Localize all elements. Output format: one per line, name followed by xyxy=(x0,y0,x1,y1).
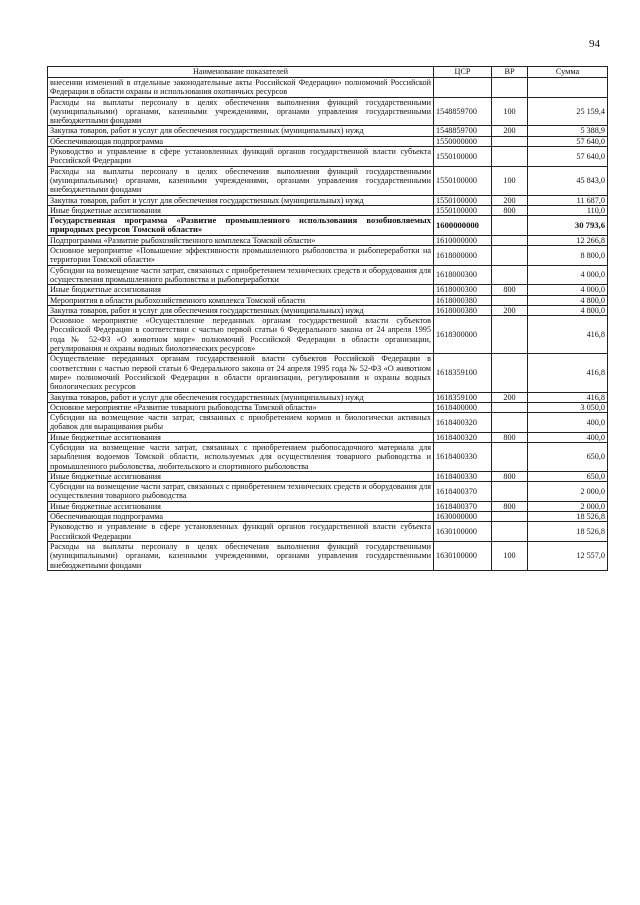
cell-name: Иные бюджетные ассигнования xyxy=(48,471,434,481)
cell-vr xyxy=(492,442,528,471)
cell-csr: 1550100000 xyxy=(434,195,492,205)
cell-name: Иные бюджетные ассигнования xyxy=(48,205,434,215)
cell-csr: 1618400000 xyxy=(434,402,492,412)
cell-vr xyxy=(492,413,528,433)
cell-sum xyxy=(528,78,608,98)
cell-name: Закупка товаров, работ и услуг для обеспечения государственных (муниципальных) нужд xyxy=(48,305,434,315)
cell-sum: 57 640,0 xyxy=(528,147,608,167)
cell-sum: 5 388,9 xyxy=(528,126,608,136)
cell-name: Субсидии на возмещение части затрат, связанных с приобретением кормов и биологически активных добавок для выращивания рыбы xyxy=(48,413,434,433)
cell-csr: 1618400330 xyxy=(434,442,492,471)
table-row xyxy=(48,316,608,354)
cell-name: Мероприятия в области рыбохозяйственного комплекса Томской области xyxy=(48,295,434,305)
cell-name: Государственная программа «Развитие промышленного использования возобновляемых природных ресурсов Томской области» xyxy=(48,216,434,236)
cell-vr: 800 xyxy=(492,285,528,295)
cell-vr xyxy=(492,295,528,305)
table-row xyxy=(48,295,608,305)
table-header-row xyxy=(48,67,608,78)
cell-vr xyxy=(492,78,528,98)
table-row xyxy=(48,512,608,522)
cell-sum: 416,8 xyxy=(528,354,608,392)
cell-name: Подпрограмма «Развитие рыбохозяйственного комплекса Томской области» xyxy=(48,235,434,245)
cell-name: Основное мероприятие «Развитие товарного рыбоводства Томской области» xyxy=(48,402,434,412)
cell-sum: 18 526,8 xyxy=(528,522,608,542)
cell-sum: 18 526,8 xyxy=(528,512,608,522)
cell-sum: 25 159,4 xyxy=(528,97,608,126)
table-row xyxy=(48,136,608,146)
cell-vr xyxy=(492,147,528,167)
cell-csr: 1618000300 xyxy=(434,265,492,285)
cell-name: Субсидии на возмещение части затрат, связанных с приобретением технических средств и оборудования для осуществления промышленного рыболовства и рыбопереработки xyxy=(48,265,434,285)
header-name: Наименование показателей xyxy=(48,67,434,78)
cell-name: Иные бюджетные ассигнования xyxy=(48,285,434,295)
cell-csr: 1618400370 xyxy=(434,501,492,511)
cell-sum: 400,0 xyxy=(528,413,608,433)
cell-name: Иные бюджетные ассигнования xyxy=(48,432,434,442)
table-row xyxy=(48,442,608,471)
cell-name: Субсидии на возмещение части затрат, связанных с приобретением технических средств и оборудования для осуществления товарного рыбоводства xyxy=(48,482,434,502)
cell-vr xyxy=(492,136,528,146)
table-row xyxy=(48,392,608,402)
table-row xyxy=(48,97,608,126)
cell-vr xyxy=(492,235,528,245)
table-row xyxy=(48,471,608,481)
cell-vr: 100 xyxy=(492,97,528,126)
cell-csr: 1548859700 xyxy=(434,97,492,126)
cell-sum: 110,0 xyxy=(528,205,608,215)
cell-csr: 1618400320 xyxy=(434,413,492,433)
cell-sum: 8 800,0 xyxy=(528,246,608,266)
cell-vr xyxy=(492,216,528,236)
cell-csr: 1618000380 xyxy=(434,305,492,315)
cell-csr: 1618000380 xyxy=(434,295,492,305)
cell-csr: 1618300000 xyxy=(434,316,492,354)
table-row xyxy=(48,432,608,442)
cell-vr: 200 xyxy=(492,392,528,402)
cell-name: Субсидии на возмещение части затрат, связанных с приобретением рыбопосадочного материала для зарыбления водоемов Томской области, используемых для осуществления товарного рыбоводства и промышленного рыболовства, любительского и спортивного рыболовства xyxy=(48,442,434,471)
cell-sum: 11 687,0 xyxy=(528,195,608,205)
cell-csr: 1630000000 xyxy=(434,512,492,522)
header-csr: ЦСР xyxy=(434,67,492,78)
cell-csr: 1630100000 xyxy=(434,522,492,542)
cell-name: Осуществление переданных органам государственной власти субъектов Российской Федерации в соответствии с частью первой статьи 6 Федерального закона от 24 апреля 1995 года № 52-ФЗ «О животном мире» полномочий Российской Федерации в области организации, регулирования и охраны водных биологических ресурсов xyxy=(48,354,434,392)
cell-vr: 800 xyxy=(492,471,528,481)
table-row xyxy=(48,285,608,295)
cell-sum: 416,8 xyxy=(528,392,608,402)
cell-name: Обеспечивающая подпрограмма xyxy=(48,512,434,522)
cell-csr: 1618000300 xyxy=(434,285,492,295)
cell-sum: 400,0 xyxy=(528,432,608,442)
cell-vr: 800 xyxy=(492,432,528,442)
cell-sum: 12 266,8 xyxy=(528,235,608,245)
cell-sum: 3 050,0 xyxy=(528,402,608,412)
cell-vr xyxy=(492,316,528,354)
cell-vr xyxy=(492,402,528,412)
cell-vr xyxy=(492,246,528,266)
cell-vr: 100 xyxy=(492,166,528,195)
cell-csr: 1618000000 xyxy=(434,246,492,266)
cell-name: Руководство и управление в сфере установленных функций органов государственной власти субъекта Российской Федерации xyxy=(48,522,434,542)
table-row xyxy=(48,541,608,570)
header-vr: ВР xyxy=(492,67,528,78)
page-number: 94 xyxy=(589,38,600,50)
cell-csr: 1618400330 xyxy=(434,471,492,481)
cell-name: Основное мероприятие «Осуществление переданных органам государственной власти субъектов Российской Федерации в соответствии с частью первой статьи 6 Федерального закона от 24 апреля 1995 года № 52-ФЗ «О животном мире» полномочий Российской Федерации в области организации, регулирования и охраны водных биологических ресурсов» xyxy=(48,316,434,354)
cell-sum: 416,8 xyxy=(528,316,608,354)
table-row xyxy=(48,205,608,215)
table-row xyxy=(48,402,608,412)
table-row xyxy=(48,305,608,315)
cell-csr xyxy=(434,78,492,98)
cell-sum: 57 640,0 xyxy=(528,136,608,146)
cell-vr: 800 xyxy=(492,501,528,511)
cell-sum: 4 800,0 xyxy=(528,305,608,315)
cell-sum: 2 000,0 xyxy=(528,501,608,511)
cell-csr: 1550000000 xyxy=(434,136,492,146)
table-row xyxy=(48,78,608,98)
cell-name: Закупка товаров, работ и услуг для обеспечения государственных (муниципальных) нужд xyxy=(48,195,434,205)
table-row xyxy=(48,126,608,136)
cell-csr: 1618359100 xyxy=(434,392,492,402)
cell-csr: 1610000000 xyxy=(434,235,492,245)
budget-table xyxy=(47,66,608,571)
cell-name: Руководство и управление в сфере установленных функций органов государственной власти субъекта Российской Федерации xyxy=(48,147,434,167)
cell-name: Закупка товаров, работ и услуг для обеспечения государственных (муниципальных) нужд xyxy=(48,126,434,136)
cell-csr: 1550100000 xyxy=(434,166,492,195)
cell-csr: 1550100000 xyxy=(434,147,492,167)
table-row xyxy=(48,235,608,245)
cell-vr: 800 xyxy=(492,205,528,215)
cell-name: Расходы на выплаты персоналу в целях обеспечения выполнения функций государственными (муниципальными) органами, казенными учреждениями, органами управления государственными внебюджетными фондами xyxy=(48,166,434,195)
cell-vr: 100 xyxy=(492,541,528,570)
cell-sum: 45 843,0 xyxy=(528,166,608,195)
cell-vr: 200 xyxy=(492,195,528,205)
cell-vr: 200 xyxy=(492,305,528,315)
cell-name: Закупка товаров, работ и услуг для обеспечения государственных (муниципальных) нужд xyxy=(48,392,434,402)
cell-csr: 1618400370 xyxy=(434,482,492,502)
cell-csr: 1618400320 xyxy=(434,432,492,442)
cell-name: Обеспечивающая подпрограмма xyxy=(48,136,434,146)
cell-sum: 30 793,6 xyxy=(528,216,608,236)
cell-name: внесении изменений в отдельные законодательные акты Российской Федерации» полномочий Российской Федерации в области охраны и использования охотничьих ресурсов xyxy=(48,78,434,98)
cell-name: Расходы на выплаты персоналу в целях обеспечения выполнения функций государственными (муниципальными) органами, казенными учреждениями, органами управления государственными внебюджетными фондами xyxy=(48,97,434,126)
cell-sum: 650,0 xyxy=(528,471,608,481)
table-row xyxy=(48,354,608,392)
table-row xyxy=(48,522,608,542)
table-body xyxy=(48,78,608,571)
cell-csr: 1618359100 xyxy=(434,354,492,392)
cell-sum: 12 557,0 xyxy=(528,541,608,570)
table-row xyxy=(48,166,608,195)
cell-sum: 4 000,0 xyxy=(528,265,608,285)
cell-vr xyxy=(492,265,528,285)
cell-sum: 2 000,0 xyxy=(528,482,608,502)
cell-name: Расходы на выплаты персоналу в целях обеспечения выполнения функций государственными (муниципальными) органами, казенными учреждениями, органами управления государственными внебюджетными фондами xyxy=(48,541,434,570)
cell-name: Основное мероприятие «Повышение эффективности промышленного рыболовства и рыбопереработки на территории Томской области» xyxy=(48,246,434,266)
cell-vr: 200 xyxy=(492,126,528,136)
cell-vr xyxy=(492,354,528,392)
cell-vr xyxy=(492,522,528,542)
table-row xyxy=(48,216,608,236)
cell-sum: 4 000,0 xyxy=(528,285,608,295)
cell-vr xyxy=(492,512,528,522)
table-row xyxy=(48,413,608,433)
cell-name: Иные бюджетные ассигнования xyxy=(48,501,434,511)
cell-sum: 650,0 xyxy=(528,442,608,471)
table-row xyxy=(48,246,608,266)
table-row xyxy=(48,501,608,511)
header-sum: Сумма xyxy=(528,67,608,78)
table-row xyxy=(48,482,608,502)
cell-sum: 4 800,0 xyxy=(528,295,608,305)
cell-vr xyxy=(492,482,528,502)
cell-csr: 1630100000 xyxy=(434,541,492,570)
cell-csr: 1550100000 xyxy=(434,205,492,215)
cell-csr: 1600000000 xyxy=(434,216,492,236)
table-row xyxy=(48,195,608,205)
cell-csr: 1548859700 xyxy=(434,126,492,136)
table-row xyxy=(48,265,608,285)
table-row xyxy=(48,147,608,167)
